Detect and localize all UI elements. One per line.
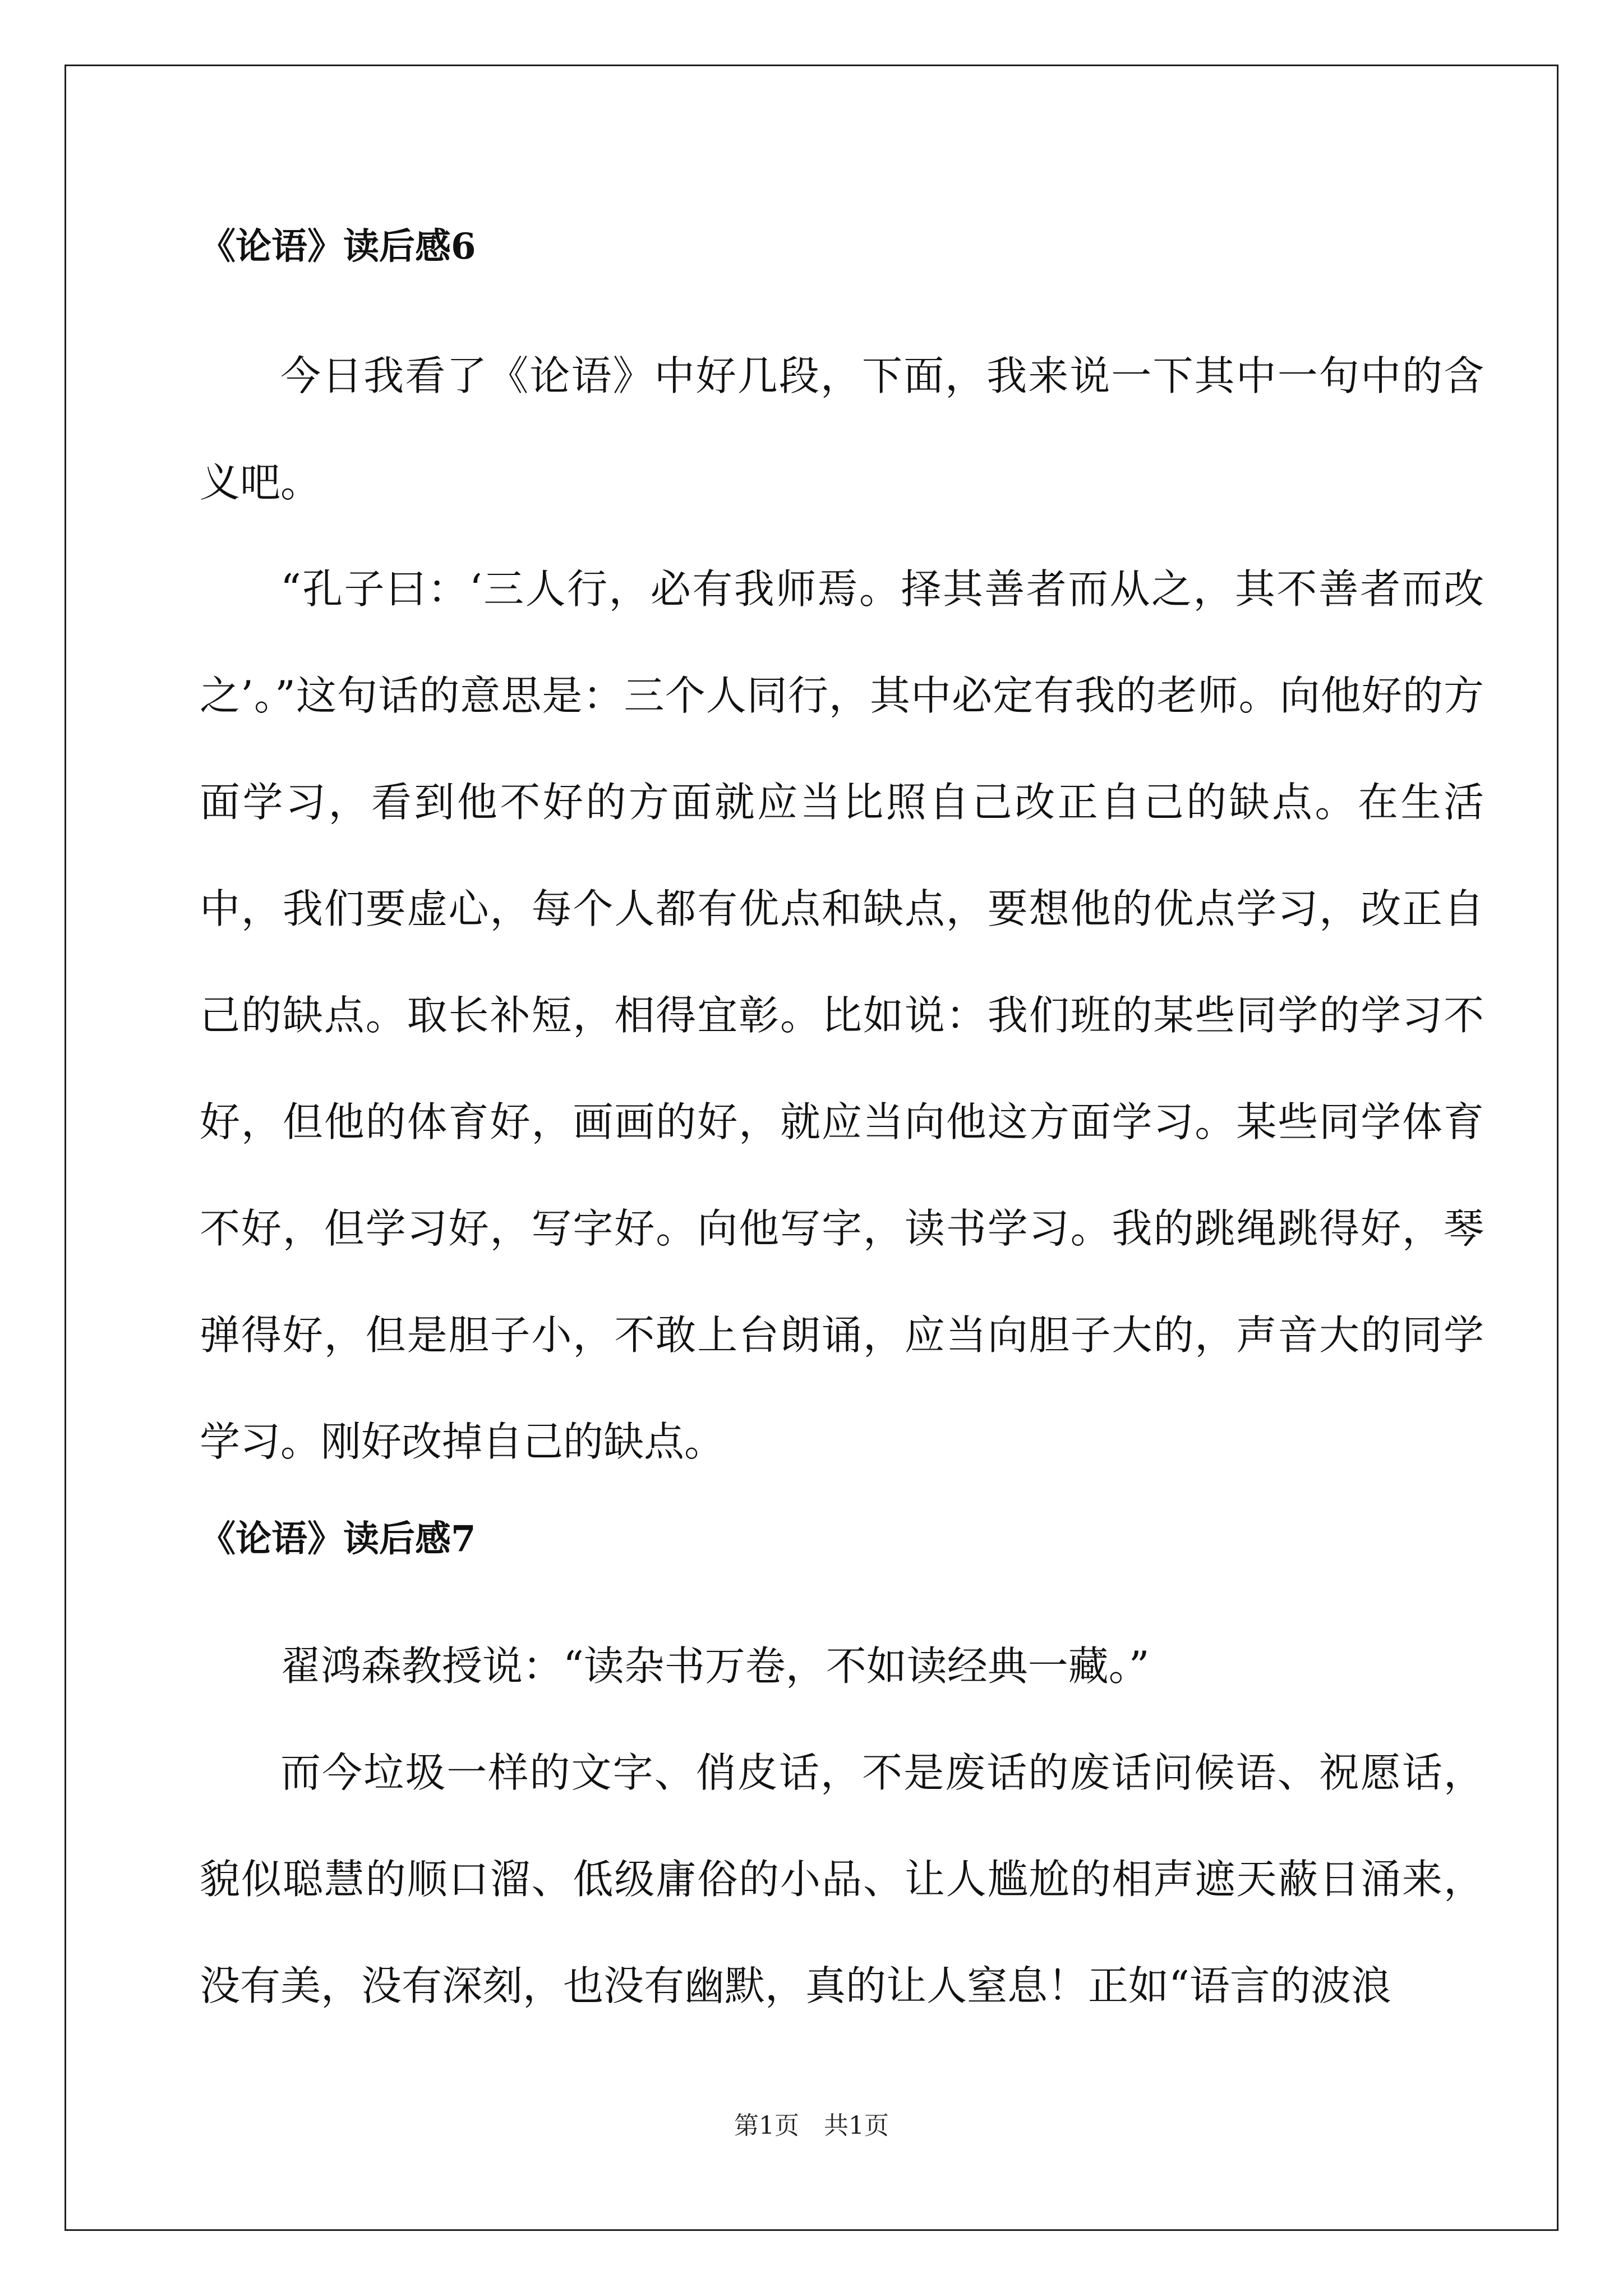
section-heading-1: 《论语》读后感6 xyxy=(200,226,476,268)
section-1-paragraph-1: 今日我看了《论语》中好几段，下面，我来说一下其中一句中的含义吧。 xyxy=(200,352,1484,506)
section-heading-2: 《论语》读后感7 xyxy=(200,1518,476,1560)
page-number-footer: 第1页 共1页 xyxy=(734,2111,889,2140)
section-2-paragraph-1: 翟鸿森教授说：“读杂书万卷，不如读经典一藏。” xyxy=(280,1642,1150,1690)
section-2-paragraph-2: 而今垃圾一样的文字、俏皮话，不是废话的废话问候语、祝愿话，貌似聪慧的顺口溜、低级庸俗的小品、让人尴尬的相声遮天蔽日涌来，没有美，没有深刻，也没有幽默，真的让人窒息！正如“语言的波浪 xyxy=(200,1749,1484,2009)
document-body xyxy=(200,222,1484,2039)
section-1-paragraph-2: “孔子曰：‘三人行，必有我师焉。择其善者而从之，其不善者而改之’。”这句话的意思是：三个人同行，其中必定有我的老师。向他好的方面学习，看到他不好的方面就应当比照自己改正自己的缺点。在生活中，我们要虚心，每个人都有优点和缺点，要想他的优点学习，改正自己的缺点。取长补短，相得宜彰。比如说：我们班的某些同学的学习不好，但他的体育好，画画的好，就应当向他这方面学习。某些同学体育不好，但学习好，写字好。向他写字，读书学习。我的跳绳跳得好，琴弹得好，但是胆子小，不敢上台朗诵，应当向胆子大的，声音大的同学学习。刚好改掉自己的缺点。 xyxy=(200,565,1484,1465)
